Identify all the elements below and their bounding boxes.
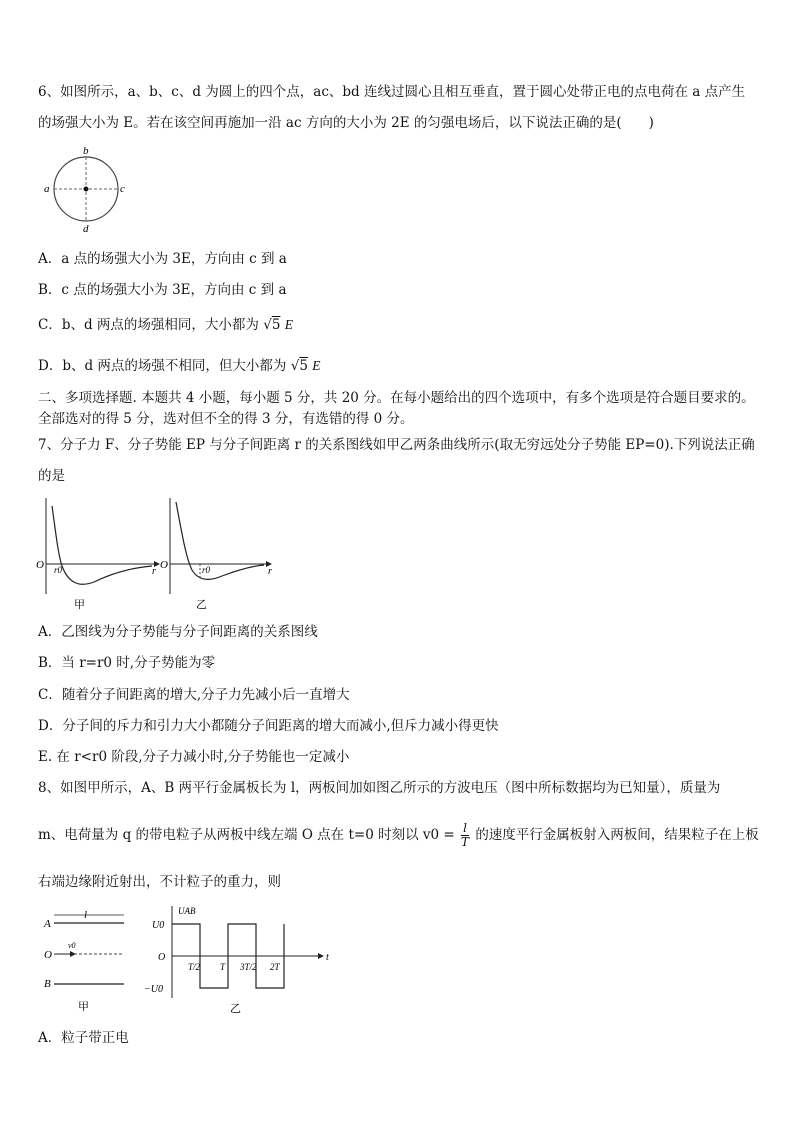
q8-stem-line3: 右端边缘附近射出，不计粒子的重力，则 <box>38 874 281 890</box>
svg-text:B: B <box>44 978 51 990</box>
svg-text:UAB: UAB <box>178 906 196 916</box>
sqrt-symbol: √5 <box>290 358 308 374</box>
svg-text:O: O <box>44 949 52 961</box>
svg-text:v0: v0 <box>68 941 76 950</box>
fig-caption-yi: 乙 <box>196 599 207 611</box>
q6-option-d: D．b、d 两点的场强不相同，但大小都为 √5 E <box>38 358 321 374</box>
q8-stem-line1: 8、如图甲所示，A、B 两平行金属板长为 l，两板间加如图乙所示的方波电压（图中所标数据均为已知量），质量为 <box>38 780 721 796</box>
q8-option-a: A．粒子带正电 <box>38 1030 129 1046</box>
svg-text:t: t <box>326 952 329 963</box>
section2-header-line1: 二、多项选择题. 本题共 4 小题，每小题 5 分，共 20 分。在每小题给出的四个选项中，有多个选项是符合题目要求的。 <box>38 390 755 406</box>
q6-option-c-text: C．b、d 两点的场强相同，大小都为 <box>38 317 259 333</box>
q7-option-d: D．分子间的斥力和引力大小都随分子间距离的增大而减小,但斥力减小得更快 <box>38 718 499 734</box>
q8-stem-line2-text: m、电荷量为 q 的带电粒子从两板中线左端 O 点在 t=0 时刻以 v0 = <box>38 827 455 843</box>
svg-text:l: l <box>84 909 88 921</box>
q7-option-b: B．当 r=r0 时,分子势能为零 <box>38 655 216 671</box>
svg-text:r: r <box>152 566 156 577</box>
svg-text:r: r <box>268 566 272 577</box>
fig-caption-yi: 乙 <box>230 1003 241 1015</box>
fraction: $\frac{l}{T}$ <box>461 821 470 849</box>
sqrt-symbol: √5 <box>263 317 281 333</box>
q7-curves-figure <box>34 494 284 614</box>
q7-option-c: C．随着分子间距离的增大,分子力先减小后一直增大 <box>38 687 350 703</box>
q6-option-b: B．c 点的场强大小为 3E，方向由 c 到 a <box>38 282 287 298</box>
q6-stem-line1: 6、如图所示，a、b、c、d 为圆上的四个点，ac、bd 连线过圆心且相互垂直，置于圆心处带正电的点电荷在 a 点产生 <box>38 84 746 100</box>
q6-option-a: A．a 点的场强大小为 3E，方向由 c 到 a <box>38 251 287 267</box>
svg-text:T: T <box>220 962 226 972</box>
fig-label-a: a <box>44 183 50 195</box>
svg-text:3T/2: 3T/2 <box>240 962 257 972</box>
svg-text:r0: r0 <box>54 565 63 575</box>
svg-text:O: O <box>160 559 168 571</box>
q6-option-c: C．b、d 两点的场强相同，大小都为 √5 E <box>38 317 293 333</box>
fig-label-d: d <box>83 223 89 234</box>
q7-stem-line1: 7、分子力 F、分子势能 EP 与分子间距离 r 的关系图线如甲乙两条曲线所示(取无穷远处分子势能 EP=0).下列说法正确 <box>38 437 755 453</box>
q8-stem-line2-tail: 的速度平行金属板射入两板间，结果粒子在上板 <box>475 827 759 843</box>
svg-text:O: O <box>36 559 44 571</box>
svg-text:A: A <box>44 918 51 930</box>
q6-stem-line2: 的场强大小为 E。若在该空间再施加一沿 ac 方向的大小为 2E 的匀强电场后，以下说法正确的是( ) <box>38 115 654 131</box>
q8-stem-line2 <box>38 822 759 849</box>
svg-text:−U0: −U0 <box>144 984 163 995</box>
svg-text:U0: U0 <box>152 920 165 931</box>
q6-circle-figure <box>40 146 140 234</box>
fig-label-c: c <box>120 183 125 195</box>
q7-stem-line2: 的是 <box>38 468 65 484</box>
q7-option-e: E. 在 r<r0 阶段,分子力减小时,分子势能也一定减小 <box>38 749 350 765</box>
fig-caption-jia: 甲 <box>74 599 85 611</box>
q8-figures <box>40 902 340 1020</box>
svg-text:T/2: T/2 <box>188 962 201 972</box>
q6-option-d-text: D．b、d 两点的场强不相同，但大小都为 <box>38 358 287 374</box>
svg-text:r0: r0 <box>202 565 211 575</box>
section2-header-line2: 全部选对的得 5 分，选对但不全的得 3 分，有选错的得 0 分。 <box>38 411 414 427</box>
svg-text:O: O <box>158 952 166 963</box>
svg-text:2T: 2T <box>270 962 280 972</box>
fig-label-b: b <box>83 146 89 157</box>
fig-caption-jia: 甲 <box>78 1001 89 1013</box>
q7-option-a: A．乙图线为分子势能与分子间距离的关系图线 <box>38 624 318 640</box>
